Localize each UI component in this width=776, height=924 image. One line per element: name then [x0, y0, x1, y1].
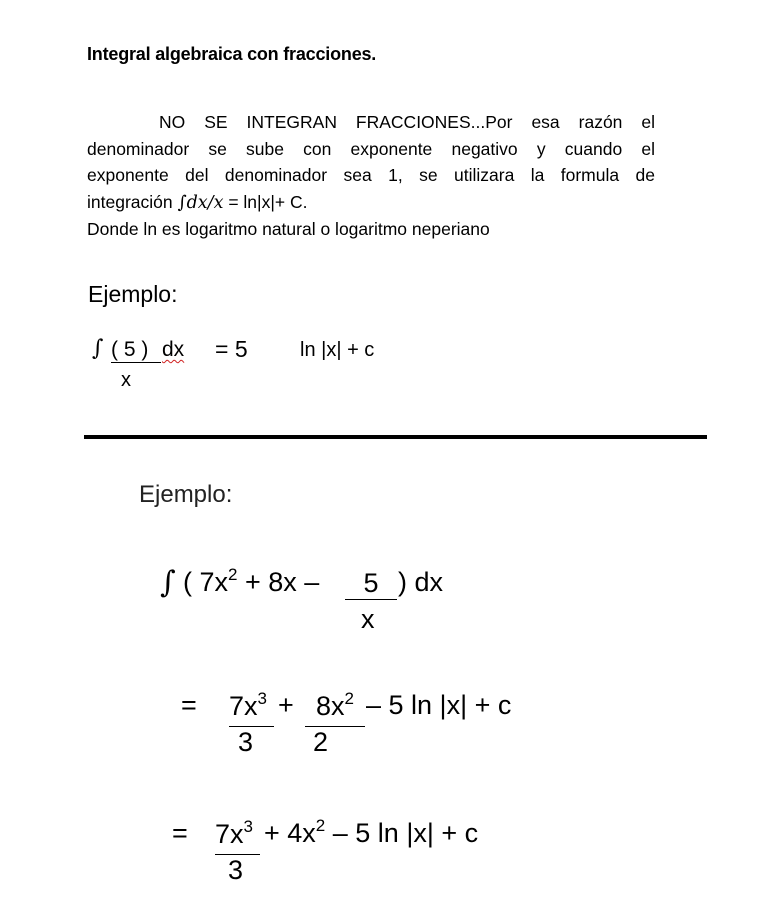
- step-2-term-2-denominator: 2: [313, 727, 329, 757]
- step-3-middle-exponent: 2: [315, 816, 326, 835]
- inline-integral-formula: ∫dx/x: [177, 192, 224, 213]
- paragraph-line-4-suffix: = ln|x|+ C.: [223, 191, 308, 212]
- step-3-term-1-numerator: [215, 818, 260, 855]
- step-2-term-1-numerator: [229, 690, 274, 727]
- step-1-expression: [183, 567, 319, 598]
- paragraph-line-1: [87, 109, 655, 136]
- paragraph-line-3: exponente del denominador sea 1, se utilizara la formula de: [87, 165, 655, 185]
- term-1-exponent: 3: [243, 817, 253, 836]
- step-2-term-1-denominator: 3: [238, 727, 254, 757]
- term-1-base: 7x: [229, 691, 258, 721]
- step-1-fraction-denominator: x: [361, 604, 375, 634]
- paragraph-line-4: [87, 189, 655, 217]
- step-2-plus: +: [278, 690, 294, 720]
- step-1-close: ) dx: [398, 567, 444, 597]
- integral-sign: ∫: [160, 565, 176, 600]
- paragraph-line-5: Donde ln es logaritmo natural o logaritmo neperiano: [87, 219, 490, 239]
- document-title: Integral algebraica con fracciones.: [87, 44, 377, 64]
- paragraph-line-2: denominador se sube con exponente negativo y cuando el: [87, 138, 655, 159]
- step-2-term-2-numerator: [305, 690, 365, 727]
- section-divider: [84, 435, 707, 439]
- step-3-term-1-denominator: 3: [228, 855, 244, 885]
- example-1-numerator: ( 5 ): [111, 337, 161, 363]
- term-2-base: 8x: [316, 691, 345, 721]
- term-2-exponent: 2: [344, 689, 354, 708]
- example-1-label: Ejemplo:: [88, 281, 178, 307]
- step-3-rest: – 5 ln |x| + c: [325, 818, 479, 848]
- example-2-label: Ejemplo:: [139, 481, 233, 508]
- example-1-dx: dx: [162, 338, 185, 361]
- integral-sign: ∫: [92, 336, 104, 361]
- term-1-base: 7x: [215, 819, 244, 849]
- example-1-denominator: x: [121, 369, 131, 391]
- step-1-open: ( 7x: [183, 567, 229, 597]
- step-3-remainder: [264, 818, 478, 849]
- step-2-equals: =: [181, 690, 197, 720]
- example-1-result: ln |x| + c: [300, 339, 375, 361]
- example-1-equals: = 5: [215, 336, 248, 362]
- step-1-middle: + 8x –: [237, 567, 320, 597]
- step-2-remainder: – 5 ln |x| + c: [366, 690, 512, 720]
- step-1-fraction-numerator: 5: [345, 567, 397, 600]
- step-1-exponent: 2: [228, 565, 238, 584]
- step-3-equals: =: [172, 818, 188, 848]
- explanation-paragraph: [87, 109, 655, 243]
- paragraph-line-1-text: NO SE INTEGRAN FRACCIONES...Por esa razón el: [159, 112, 655, 132]
- paragraph-line-4-prefix: integración: [87, 191, 178, 212]
- term-1-exponent: 3: [257, 689, 267, 708]
- step-3-middle: + 4x: [264, 818, 316, 848]
